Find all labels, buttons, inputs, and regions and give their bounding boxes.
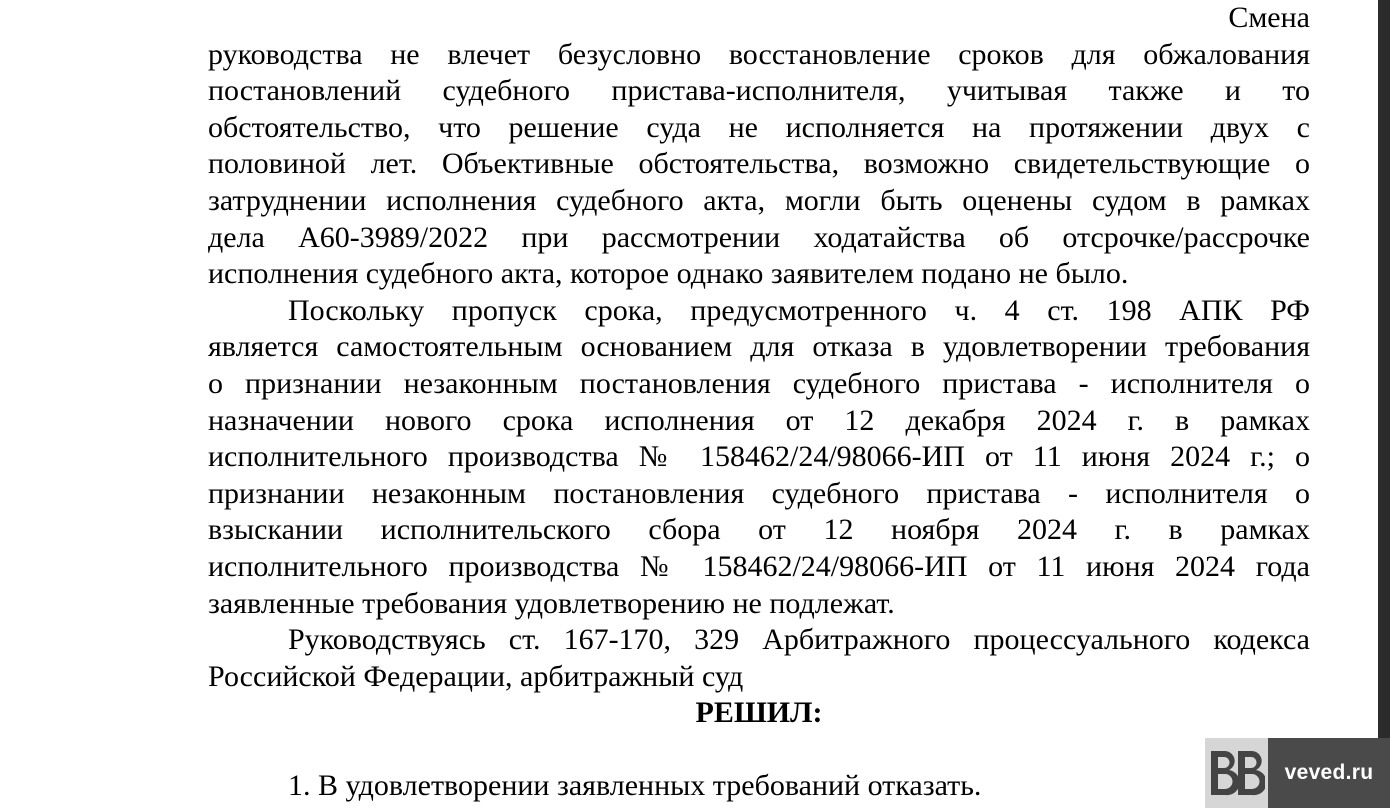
text-line: заявленные требования удовлетворению не подлежат.	[208, 586, 895, 620]
text-line: затруднении исполнения судебного акта, могли быть оценены судом в рамках	[208, 183, 1310, 217]
document-page	[208, 0, 1310, 805]
decision-heading: РЕШИЛ:	[695, 696, 823, 730]
paragraph-guided-by	[208, 622, 1310, 695]
text-line: Поскольку пропуск срока, предусмотренного ч. 4 ст. 198 АПК РФ	[288, 293, 1310, 327]
bb-logo-glyph	[1209, 747, 1265, 799]
paragraph-missed-deadline	[208, 293, 1310, 622]
text-line: руководства не влечет безусловно восстановление сроков для обжалования	[208, 37, 1310, 71]
text-line: исполнительного производства № 158462/24/98066-ИП от 11 июня 2024 г.; о	[208, 440, 1310, 474]
text-line: исполнения судебного акта, которое однако заявителем подано не было.	[208, 257, 1129, 291]
paragraph-change-of-management	[208, 0, 1310, 293]
text-line: Смена	[1228, 1, 1310, 34]
text-line: исполнительного производства № 158462/24/98066-ИП от 11 июня 2024 года	[208, 549, 1310, 583]
window-edge-bar	[1378, 0, 1390, 808]
text-line: взыскании исполнительского сбора от 12 ноября 2024 г. в рамках	[208, 513, 1310, 547]
watermark-site-label: veved.ru	[1284, 761, 1374, 784]
text-line: является самостоятельным основанием для отказа в удовлетворении требования	[208, 330, 1310, 364]
watermark-veved	[1205, 738, 1390, 808]
text-line: Российской Федерации, арбитражный суд	[208, 659, 744, 693]
text-line: постановлений судебного пристава-исполнителя, учитывая также и то	[208, 74, 1310, 108]
text-line: признании незаконным постановления судебного пристава - исполнителя о	[208, 476, 1310, 510]
watermark-site-box	[1268, 738, 1390, 808]
text-line: дела А60-3989/2022 при рассмотрении ходатайства об отсрочке/рассрочке	[208, 220, 1310, 254]
text-line: обстоятельство, что решение суда не исполняется на протяжении двух с	[208, 110, 1310, 144]
text-line: назначении нового срока исполнения от 12 декабря 2024 г. в рамках	[208, 403, 1310, 437]
resolution-item-1: 1. В удовлетворении заявленных требований отказать.	[288, 769, 982, 803]
text-line: половиной лет. Объективные обстоятельства, возможно свидетельствующие о	[208, 147, 1310, 181]
blank-line	[208, 732, 1310, 769]
bb-logo-icon	[1205, 738, 1268, 808]
text-line: о признании незаконным постановления судебного пристава - исполнителя о	[208, 366, 1310, 400]
text-line: Руководствуясь ст. 167-170, 329 Арбитражного процессуального кодекса	[288, 623, 1310, 657]
